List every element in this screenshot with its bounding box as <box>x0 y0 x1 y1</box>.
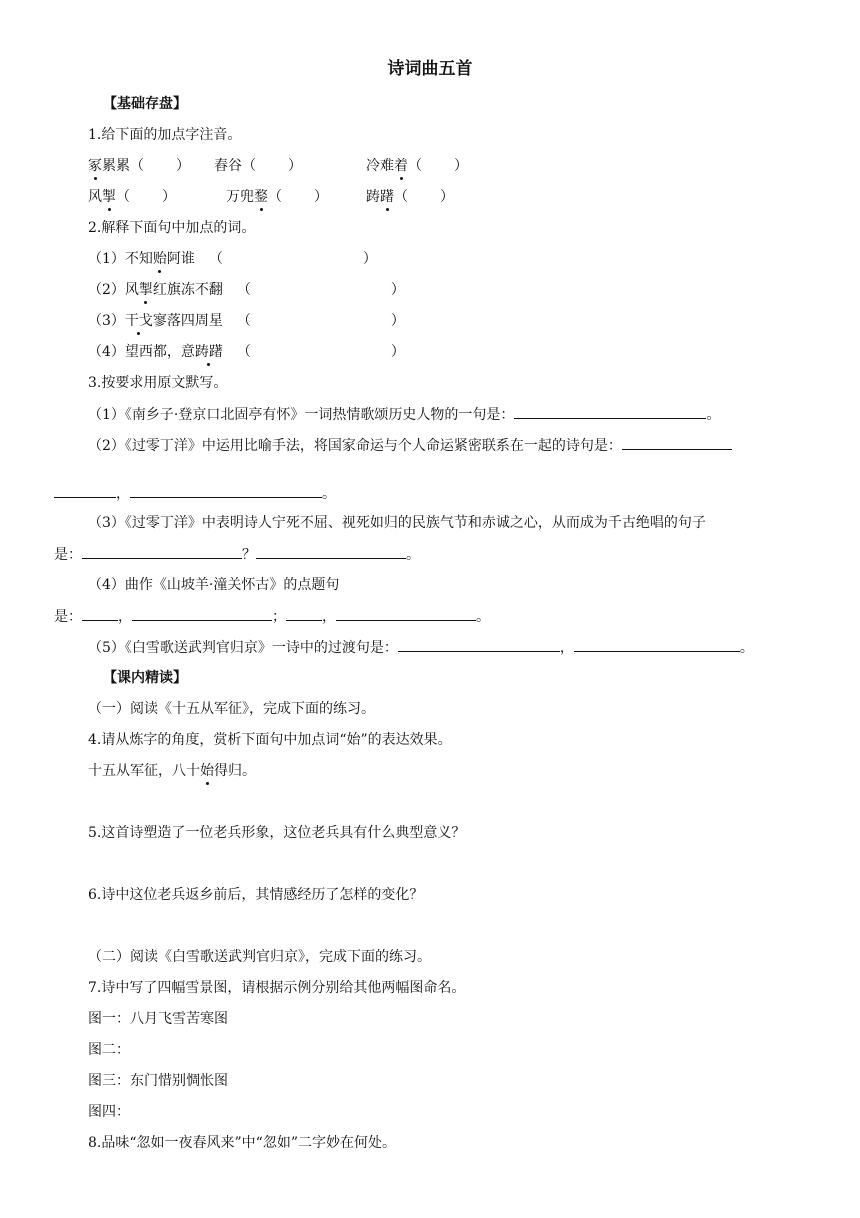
q3-sub-5: （5）《白雪歌送武判官归京》一诗中的过渡句是： ， 。 <box>88 637 754 658</box>
q3-prompt: 3.按要求用原文默写。 <box>88 375 228 391</box>
q3-sub-4-cont: 是： ， ； ， 。 <box>54 606 490 627</box>
q1-item-5: 万兜鍪（ ） <box>226 189 328 205</box>
q1-item-2: 舂谷（ ） <box>214 158 302 174</box>
dotted-char: 始 <box>200 763 214 779</box>
answer-blank[interactable] <box>54 483 116 498</box>
q1-item-6: 踌躇（ ） <box>366 189 454 205</box>
answer-blank[interactable] <box>256 544 406 559</box>
dotted-char: 鍪 <box>254 189 268 205</box>
part-1-instruction: （一）阅读《十五从军征》，完成下面的练习。 <box>88 701 375 717</box>
q3-sub-2-cont: ， 。 <box>54 483 336 504</box>
q1-item-4: 风掣（ ） <box>88 189 176 205</box>
answer-blank[interactable] <box>336 606 476 621</box>
q2-item-4: （4）望西都，意踌躇 （ ） <box>88 344 405 360</box>
answer-blank[interactable] <box>130 483 322 498</box>
q6-prompt: 6.诗中这位老兵返乡前后，其情感经历了怎样的变化？ <box>88 887 424 903</box>
q3-sub-3: （3）《过零丁洋》中表明诗人宁死不屈、视死如归的民族气节和赤诚之心，从而成为千古绝唱的句子 <box>88 515 706 531</box>
q1-prompt: 1.给下面的加点字注音。 <box>88 127 242 143</box>
answer-blank[interactable] <box>132 606 272 621</box>
q3-sub-3-cont: 是： ？ 。 <box>54 544 420 565</box>
dotted-chars: 踌躇 <box>194 344 223 360</box>
q2-prompt: 2.解释下面句中加点的词。 <box>88 220 256 236</box>
q4-prompt: 4.请从炼字的角度，赏析下面句中加点词“始”的表达效果。 <box>88 732 452 748</box>
page-title: 诗词曲五首 <box>387 59 473 79</box>
q4-quote-line: 十五从军征，八十始得归。 <box>88 763 256 779</box>
figure-4-label: 图四： <box>88 1104 130 1120</box>
q3-sub-4: （4）曲作《山坡羊·潼关怀古》的点题句 <box>88 577 340 593</box>
dotted-char: 躇 <box>380 189 394 205</box>
q8-prompt: 8.品味“忽如一夜春风来”中“忽如”二字妙在何处。 <box>88 1135 396 1151</box>
section-header-basics: 【基础存盘】 <box>103 96 187 112</box>
part-2-instruction: （二）阅读《白雪歌送武判官归京》，完成下面的练习。 <box>88 949 431 965</box>
q3-sub-1: （1）《南乡子·登京口北固亭有怀》一词热情歌颂历史人物的一句是： 。 <box>88 404 720 425</box>
answer-blank[interactable] <box>574 637 740 652</box>
q1-item-1: 冢累累（ ） <box>88 158 190 174</box>
q1-item-3: 冷难着（ ） <box>366 158 468 174</box>
answer-blank[interactable] <box>398 637 560 652</box>
answer-blank[interactable] <box>286 606 322 621</box>
dotted-char: 掣 <box>138 282 153 298</box>
answer-blank[interactable] <box>82 544 242 559</box>
q7-prompt: 7.诗中写了四幅雪景图，请根据示例分别给其他两幅图命名。 <box>88 980 466 996</box>
q2-item-3: （3）干戈寥落四周星 （ ） <box>88 313 405 329</box>
dotted-char: 掣 <box>102 189 116 205</box>
q2-item-2: （2）风掣红旗冻不翻 （ ） <box>88 282 405 298</box>
figure-3-label: 图三：东门惜别惆怅图 <box>88 1073 228 1089</box>
figure-1-label: 图一：八月飞雪苦寒图 <box>88 1011 228 1027</box>
q5-prompt: 5.这首诗塑造了一位老兵形象，这位老兵具有什么典型意义？ <box>88 825 466 841</box>
dotted-char: 冢 <box>88 158 102 174</box>
dotted-char: 贻 <box>152 251 167 267</box>
figure-2-label: 图二： <box>88 1042 130 1058</box>
q2-item-1: （1）不知贻阿谁 （ ） <box>88 251 377 267</box>
answer-blank[interactable] <box>622 435 732 450</box>
answer-blank[interactable] <box>82 606 118 621</box>
section-header-reading: 【课内精读】 <box>103 670 187 686</box>
dotted-char: 着 <box>394 158 408 174</box>
q3-sub-2: （2）《过零丁洋》中运用比喻手法，将国家命运与个人命运紧密联系在一起的诗句是： <box>88 435 732 456</box>
dotted-chars: 干戈 <box>124 313 153 329</box>
answer-blank[interactable] <box>514 404 706 419</box>
